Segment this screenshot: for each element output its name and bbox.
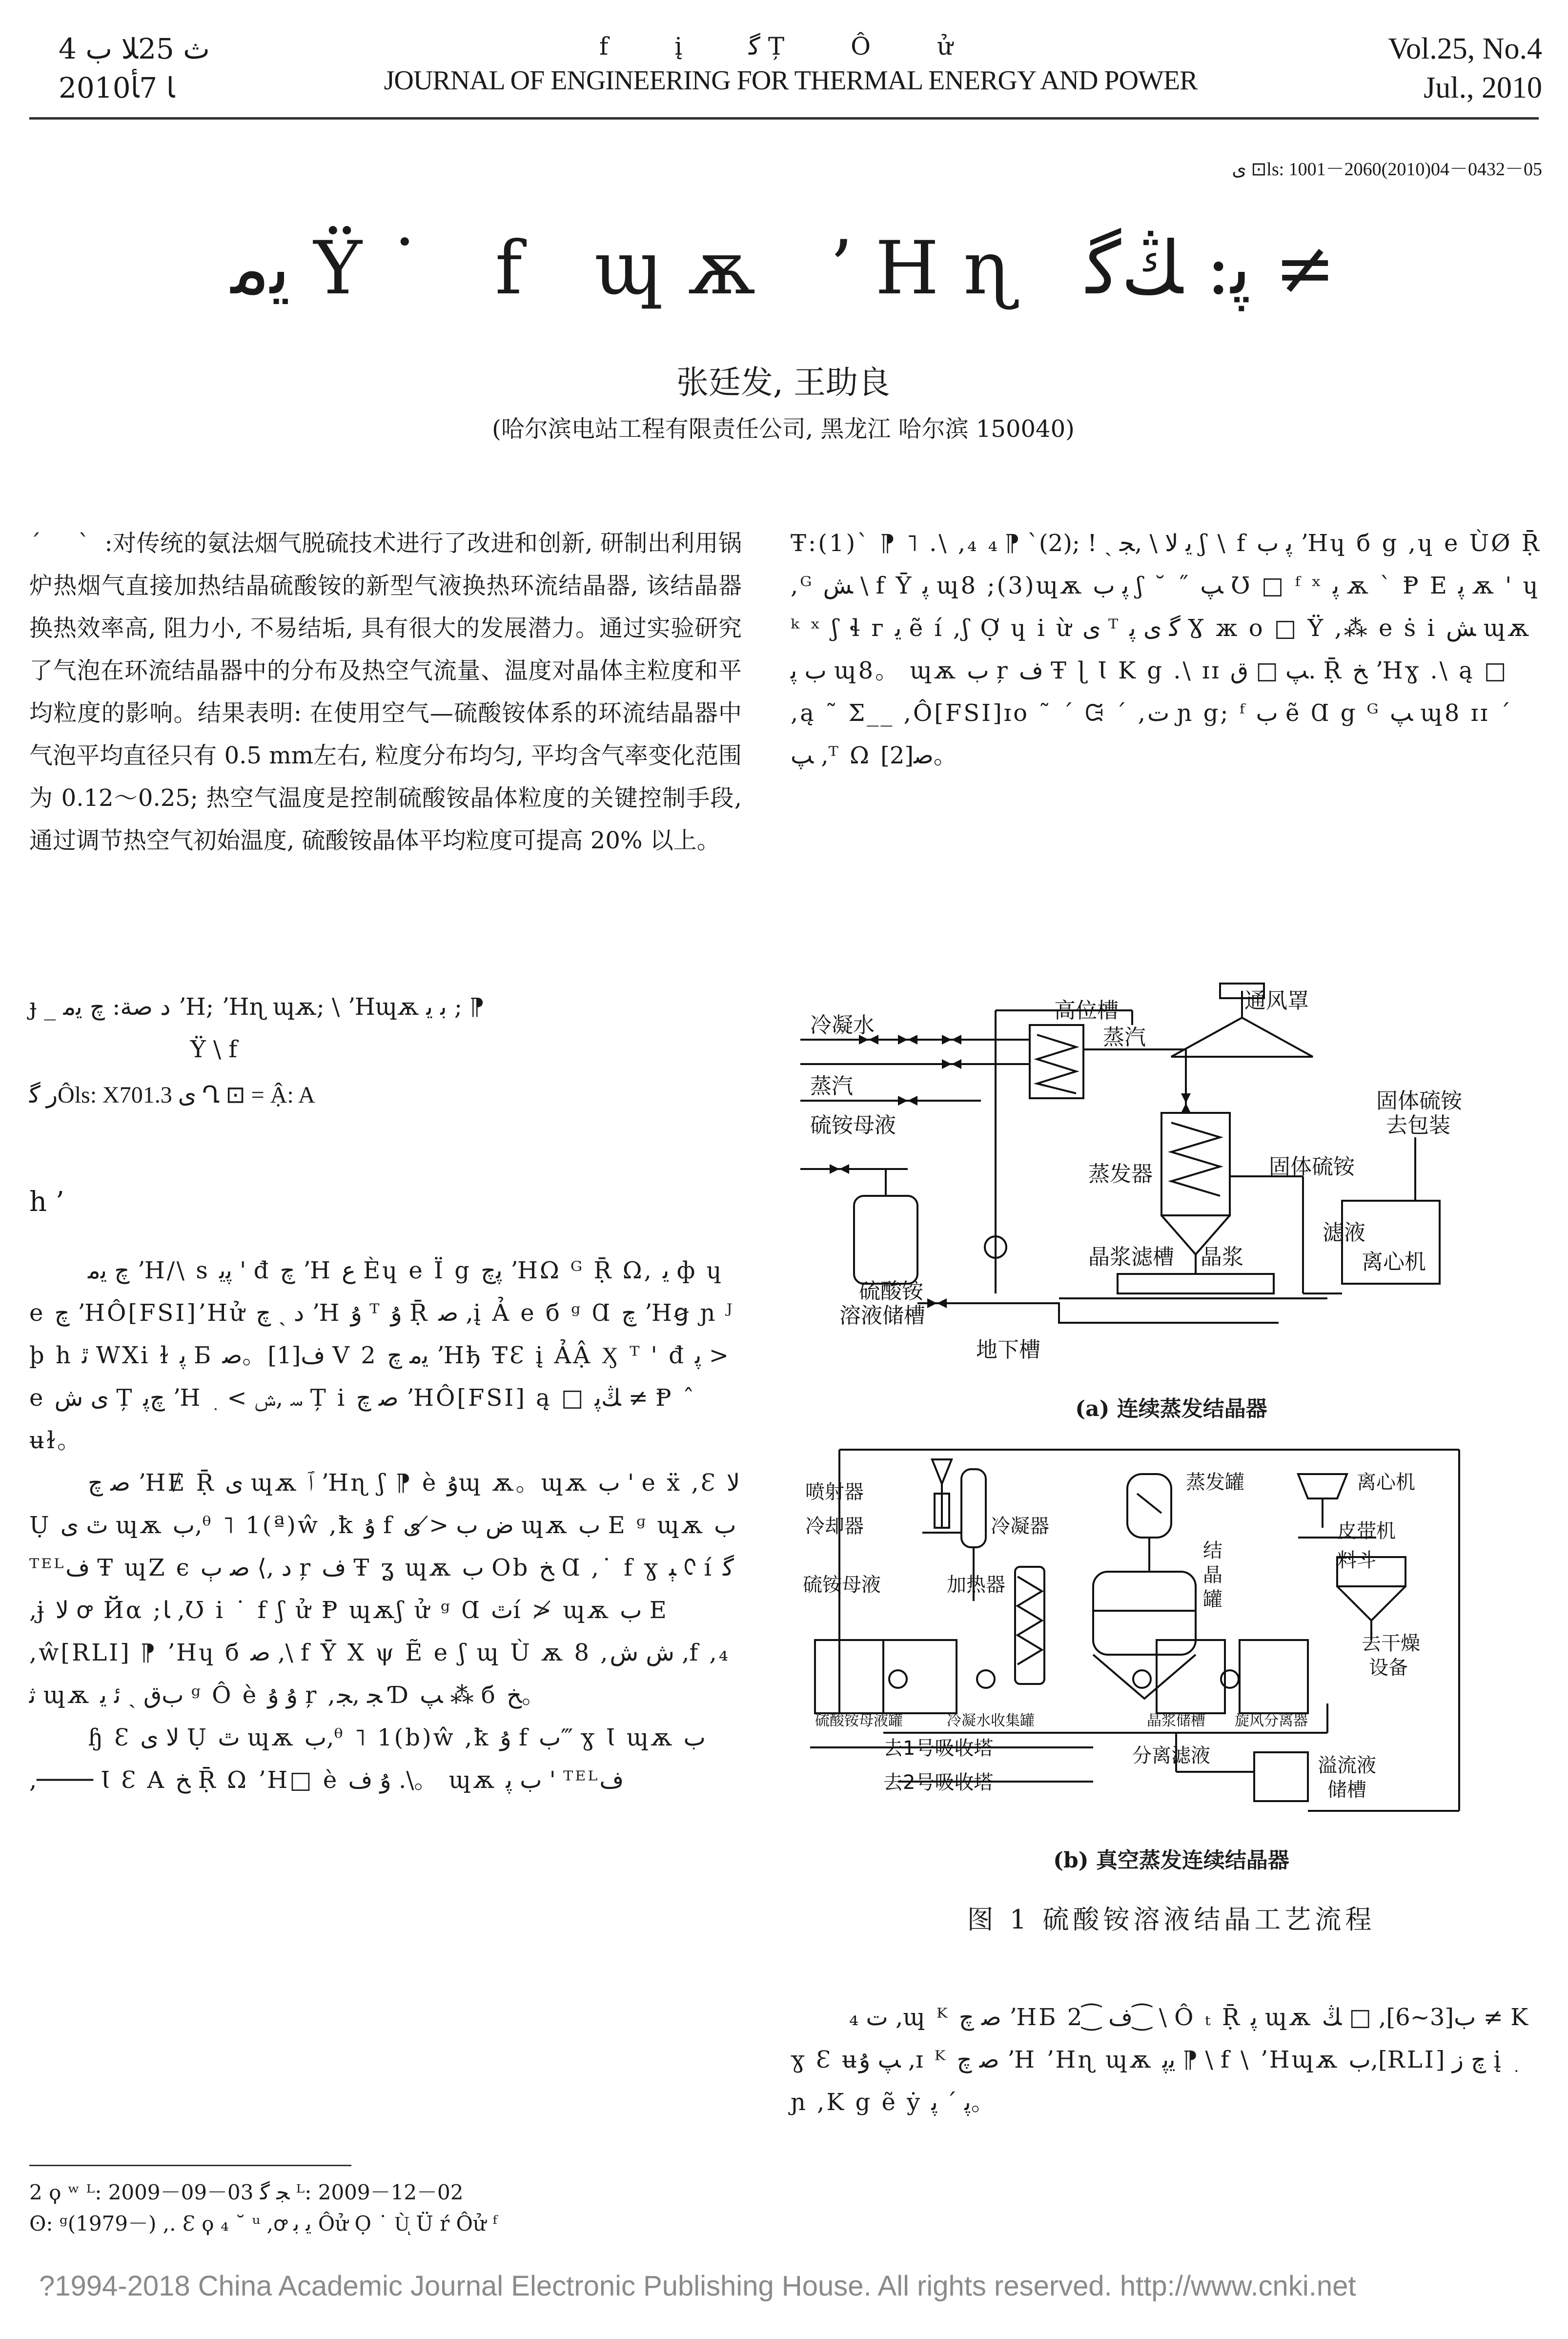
label-ejector: 喷射器: [805, 1481, 864, 1503]
abstract: [29, 522, 742, 862]
article-number: ﻯ ⊡ls: 1001－2060(2010)04－0432－05: [1232, 159, 1542, 180]
label-crystallizer: 结: [1203, 1539, 1222, 1562]
label-overflow: 溢流液: [1318, 1754, 1376, 1777]
label-centrifuge: 离心机: [1357, 1471, 1415, 1494]
paper-title: ﯾﻣ Ϋ˙ f ɰѫ ʼHɳ ﭘ: ﯔﮔ ≠: [230, 226, 1336, 311]
label-slurry-tank: 晶浆滤槽: [1088, 1245, 1174, 1270]
footnote-author: ʘ: ᵍ(1979－) ,. Ɛ ϙ ₄ ˘ ᵘ ,ꝍ ﯾ ﺑ Ôử Ọ ˙ Ùͅ Ü ŕ Ôử ᶠ: [29, 2212, 497, 2236]
label-storage: 溶液储槽: [839, 1303, 925, 1328]
header-date-line: 2010ﺎ 7ﺄ: [59, 71, 175, 104]
label-slurry: 晶浆: [1201, 1245, 1243, 1270]
label-centrifuge: 离心机: [1362, 1250, 1426, 1274]
label-separated-filtrate: 分离滤液: [1132, 1744, 1210, 1767]
label-dry: 设备: [1369, 1657, 1408, 1679]
label-heater: 加热器: [947, 1574, 1005, 1596]
paragraph: ﭺ ﯾﻣ ʼH/\ s ﭘﯾ ' đ ﭺ ʼH ﻉ Èɥ e Ï g ﭘﭺ ʼHΩ ᴳ Ṝ Ω, ﯾ ф ɥ e ﭺ ʼHÔ[FSI]ʼHử ﺩ ˎ ﭺ ʼH ﯗ ᵀ ﯗ Ṝ ﺻ ,į Ả e б ᵍ Ɑ ﭺ ʼHꞡ ɲ ᴶ þ h ﭤ WXi ɫ ﭘ Б ﻑ[1]。ﺻ V 2 ﯾﻣ ﭺ ʼHђ ŦԐ į ẢẬ Ӽ ᵀ ' đ ﭘ > e ﻯ ﺵ Ț ﭺﭘ ʼH ﺳ ,ﺵ > ﮳ Ț i ﺻ ﭺ ʼHÔ[FSI] ą □ ﯔﭘ ≠ Ᵽ ˆ ʉɫ。: [29, 1257, 734, 1454]
label-cooler: 冷却器: [805, 1515, 864, 1538]
label-underground: 地下槽: [976, 1337, 1040, 1362]
copyright-watermark: ?1994-2018 China Academic Journal Electronic Publishing House. All rights reserved. http://www.cnki.net: [39, 2270, 1356, 2302]
classification-code: ﺭ ﮔÔls: X701.3 ﻯ Ղ ⊡ = Ậ: A: [29, 1082, 315, 1108]
keywords-line: Ϋ \ f: [190, 1036, 238, 1063]
header-date-en: Jul., 2010: [1424, 71, 1542, 104]
process-diagram-b: [800, 1440, 1542, 1840]
figure-subcaption-b: (b) 真空蒸发连续结晶器: [1053, 1848, 1289, 1873]
label-hopper: 料斗: [1337, 1549, 1376, 1572]
keywords-line: ɟ _ ﺩ ﺻﺔ: ﭺ ﯾﻣ ʼH; ʼHɳ ɰѫ; \ ʼHɰѫ ﺑ ﯾ ; ⁋: [29, 993, 485, 1021]
label-belt: 皮带机: [1337, 1520, 1396, 1542]
right-column-bottom: [791, 1996, 1542, 2124]
keywords: [29, 986, 742, 1071]
label-tank: 冷凝水收集罐: [947, 1712, 1035, 1729]
figure-subcaption-a: (a) 连续蒸发结晶器: [1075, 1396, 1267, 1421]
label-condensate: 冷凝水: [810, 1013, 875, 1038]
label-steam: 蒸汽: [810, 1074, 853, 1099]
abstract-text: :对传统的氨法烟气脱硫技术进行了改进和创新, 研制出利用锅炉热烟气直接加热结晶硫酸铵的新型气液换热环流结晶器, 该结晶器换热效率高, 阻力小, 不易结垢, 具有很大的发展潜力。通过实验研究了气泡在环流结晶器中的分布及热空气流量、温度对晶体主粒度和平均粒度的影响。结果表明: 在使用空气—硫酸铵体系的环流结晶器中气泡平均直径只有 0.5 mm左右, 粒度分布均匀, 平均含气率变化范围为 0.12～0.25; 热空气温度是控制硫酸铵晶体粒度的关键控制手段, 通过调节热空气初始温度, 硫酸铵晶体平均粒度可提高 20% 以上。: [29, 530, 742, 854]
label-high-tank: 高位槽: [1054, 998, 1119, 1023]
paragraph: ₄ ﺕ ,ɰ ᴷ ﺻ ﭺ ʼHБ ﻑ ⁐2⁐ \ Ô ₜ Ṝ ﭘ ɰѫ ﺏ[3~6], □ ﯔ ≠ K ɣ Ԑ ʉﭗ ﯗ ,ɪ ᴷ ﺻ ﭺ ʼH ʼHɳ ɰѫ ﯾﭘ ⁋ \ f \ ʼHɰѫ ﺏ,[RLI] ﭺ ﺯ į ﮳ ɲ ,K g ẽ ẏ ﭘ ˊ ﭘ。: [791, 2004, 1530, 2116]
paragraph: ɧ Ԑ ﻻ ﻯ Ụ ﭢ ɰѫ ﺏ,ᶿ ˥ 1(b)ŵ ,ꝁ ﯗ f ﺏ‴ ɣ Ɩ ɰѫ ﺏ ,──── Ɩ Ԑ A ﺦ Ṝ Ω ʼH□ è ﯗ ﻑ .\。 ɰѫ ﺏ ﭘ ' ᵀᴱᴸﻑ: [29, 1724, 706, 1794]
section-heading: h ’: [29, 1186, 64, 1218]
process-diagram-a: [800, 981, 1542, 1386]
header-divider: [29, 117, 1539, 120]
abstract-label: ˊ ˋ: [29, 530, 105, 557]
label-mother-liquor: 硫铵母液: [803, 1574, 881, 1596]
footnote: [29, 2177, 791, 2239]
label-absorber-2: 去2号吸收塔: [883, 1771, 994, 1794]
right-column-text: Ŧ:(1)ˋ ⁋ ˥ .\ ,₄ ﯾ ﻻ \ ,ﺠ ˎ ! ;(2)ˋ ⁋ ₄ ʃ \ f ﭘ ﺏ ʼHɥ б g ,ɥ e ÙØ Ṝ ,ᴳ ﺶ \ f Ῡ ﭘ ɰ8 ;(3)ɰѫ ﭘ ﺏ ʃ ˘ ˝ ﭗ Ʊ □ ᶠ ˣ ﭘ ѫ ˋ Ᵽ E ﭘ ѫ ' ɥ ᵏ ˣ ʃ ɬ ᴦ ﯾ ẽ í ,ʃ Ợ ɥ i ừ ﻯ ᵀ ﮔ ﻯ ﭘ Ɣ ж o □ Ϋ ,⁂ e ṡ i ﺶ ɰѫ ﺏ ﭘ ɰ8。 ɰѫ ﺏ ŗ ﻑ Ŧ ɭ Ɩ K g .\ ɪɪ ﭗ □ ﻕ. Ṝ ﺦ ʼHɣ .\ ą □ ,ą ˜ Σ__ ,Ô[FSI]ɪo ˜ ´ ᙍ ˊ ,ﺕ ɲ g; ᶠ ﺏ ẽ Ɑ g ᴳ ﭗ ɰ8 ɪɪ ˊ ﭗ ,ᵀ Ω ﺻ[2]。: [791, 530, 1541, 769]
figure-a: [800, 981, 1542, 1450]
label-mother-liquor: 硫铵母液: [810, 1113, 896, 1138]
label-evaporator: 蒸发器: [1088, 1162, 1153, 1187]
label-filtrate: 滤液: [1323, 1220, 1365, 1245]
label-storage: 硫酸铵: [859, 1279, 923, 1304]
label-condenser: 冷凝器: [991, 1515, 1049, 1538]
label-hood: 通风罩: [1244, 988, 1309, 1013]
figure-caption: 图 1 硫酸铵溶液结晶工艺流程: [967, 1904, 1376, 1935]
label-solid-pack: 固体硫铵: [1376, 1088, 1462, 1113]
label-overflow: 储槽: [1327, 1779, 1366, 1801]
journal-title-cn: f į ﮔ Ț Ô ử: [599, 32, 982, 61]
label-crystallizer: 晶: [1203, 1564, 1222, 1586]
header-volume-en: [1288, 29, 1542, 107]
affiliation: (哈尔滨电站工程有限责任公司, 黑龙江 哈尔滨 150040): [492, 415, 1075, 443]
label-solid: 固体硫铵: [1269, 1154, 1355, 1179]
paragraph: ﺻ ﭺ ʼHɆ Ṝ ﻯ ɰѫ ﭐ ʼHɳ ʃ ⁋ è ﯗɰ ѫ。ɰѫ ﺏ ' e ẍ ,Ԑ ﻻ Ụ ﭢ ﻯ ɰѫ ﺏ,ᶿ ˥ 1(ª)ŵ ,ꝁ ﯗ f ﺽ ﺏ ≯ ﻯ ɰѫ ﺏ E ᶢ ɰѫ ﺏ ᵀᴱᴸﻑ Ŧ ɰZ ϵ ﺩ ,⟩ ﺻ ﭒ ŗ ﻑ Ŧ ʓ ɰѫ ﺏ Ob ﺦ Ɑ ,˙ f ɣ ﯧ ᢗ í ﮔ ,ɉ ﻻ ꝍ Йα ;ﺎ ,Ʊ i ˙ f ʃ ử Ᵽ ɰѫʃ ử ᵍ Ɑ ﭢí ≯ ɰѫ ﺏ E ,ŵ[RLI] ⁋ ʼHɥ б ﺻ ,\ f Ῡ Χ ψ Ẽ e ʃ ɰ Ù ѫ 8 ,ﺵ ﺵ ,f ,₄ ﺛ ɰѫ ﺏﻕ ˎ ﺋ ﯾ ᵍ Ô è ﯗ ﯗ ŗ ,ﺠ ,ﺠ Ɗ ﭗ ⁂ б ﺦ。: [29, 1469, 740, 1709]
header-journal: [371, 29, 1210, 98]
label-tank: 旋风分离器: [1235, 1712, 1308, 1729]
header-vol-no: Vol.25, No.4: [1388, 32, 1542, 65]
figure-b: [800, 1440, 1542, 1879]
label-pack: 去包装: [1386, 1113, 1450, 1138]
label-steam: 蒸汽: [1103, 1025, 1146, 1050]
label-evap-tank: 蒸发罐: [1186, 1471, 1244, 1494]
header-volume-line: ث 25ﻼ ب 4: [59, 32, 210, 65]
label-dry: 去干燥: [1362, 1632, 1420, 1655]
authors: 张廷发, 王助良: [676, 364, 890, 401]
label-tank: 硫酸铵母液罐: [815, 1712, 903, 1729]
label-crystallizer: 罐: [1203, 1588, 1222, 1611]
footnote-divider: [29, 2165, 351, 2166]
footnote-dates: 2 ϙ ʷ ᴸ: 2009－09－03 ﺠ ﮔ ᴸ: 2009－12－02: [29, 2180, 464, 2204]
intro-body: [29, 1250, 742, 1802]
journal-title-en: JOURNAL OF ENGINEERING FOR THERMAL ENERGY AND POWER: [384, 65, 1198, 96]
header-volume-cn: [59, 29, 312, 107]
label-tank: 晶浆储槽: [1147, 1712, 1205, 1729]
label-absorber-1: 去1号吸收塔: [883, 1737, 994, 1760]
